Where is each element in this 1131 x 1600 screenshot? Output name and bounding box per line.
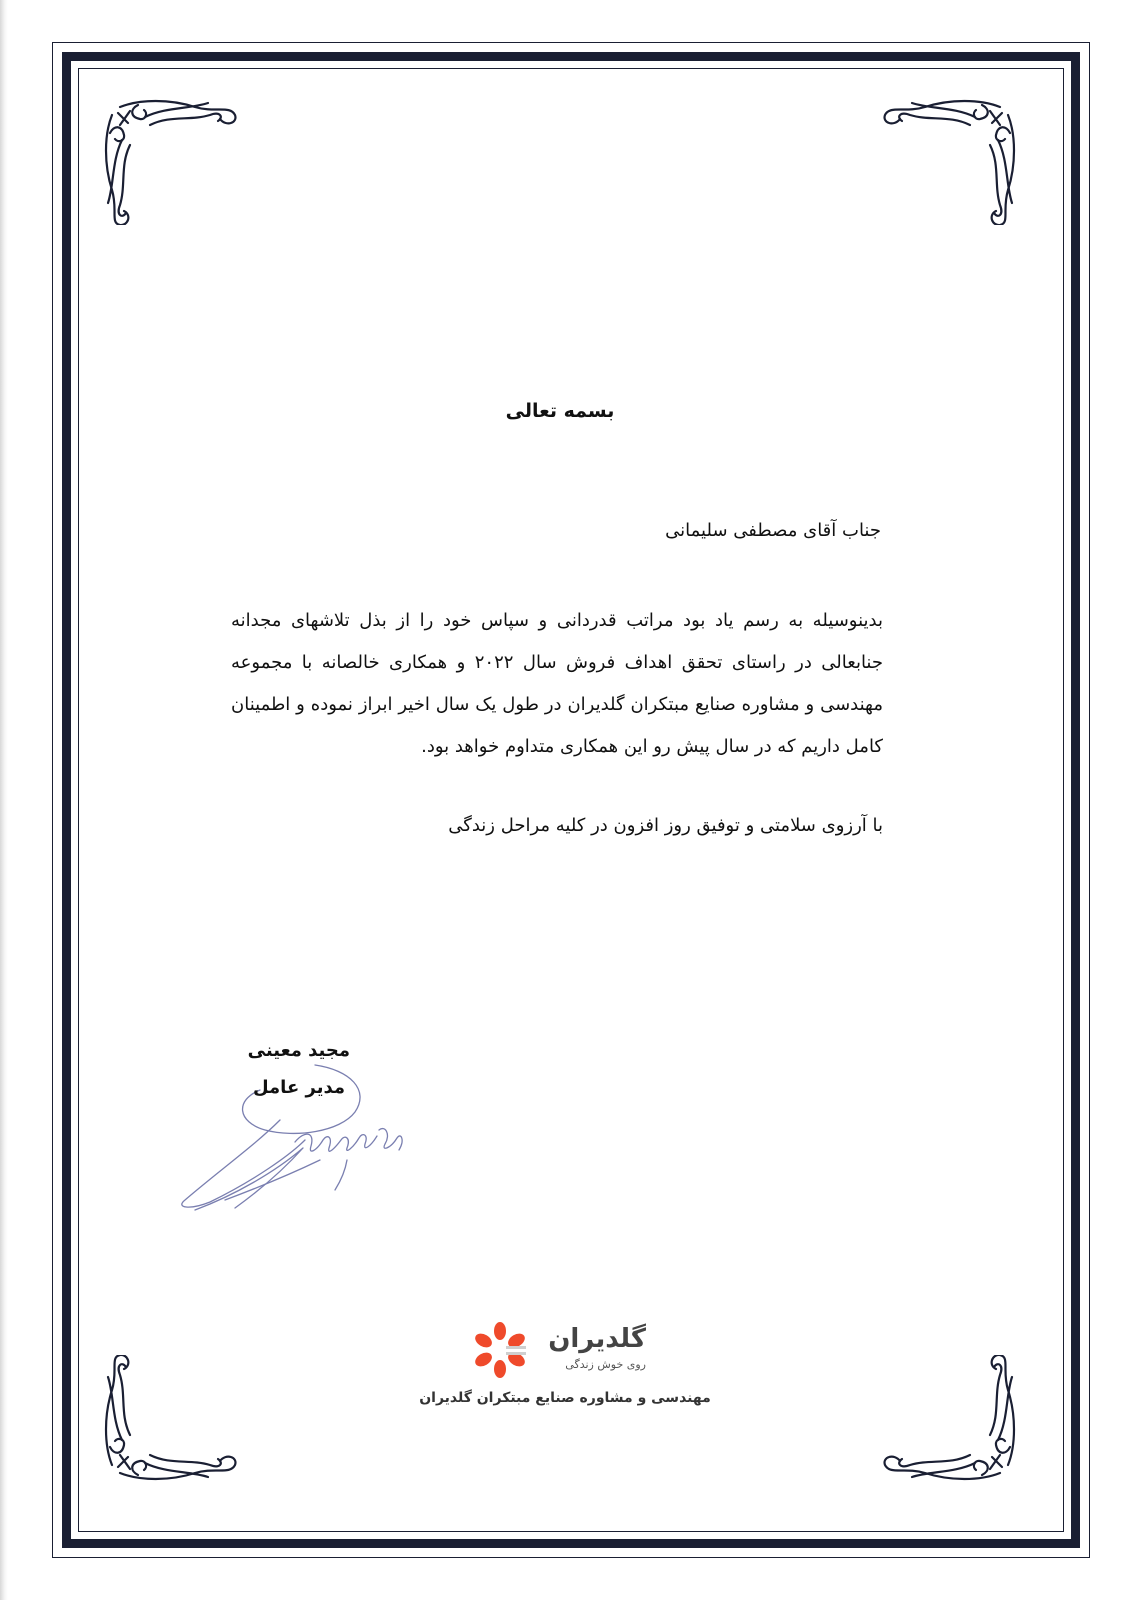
corner-ornament-icon xyxy=(100,95,240,225)
corner-ornament-icon xyxy=(880,1355,1020,1485)
logo-wordmark: گلدیران xyxy=(548,1324,646,1354)
corner-ornament-icon xyxy=(880,95,1020,225)
corner-ornament-icon xyxy=(100,1355,240,1485)
frame-inner-border xyxy=(78,68,1064,1532)
flower-logo-icon xyxy=(470,1320,530,1380)
company-name: مهندسی و مشاوره صنایع مبتکران گلدیران xyxy=(419,1390,711,1406)
company-logo xyxy=(470,1320,650,1380)
logo-tagline: روی خوش زندگی xyxy=(565,1358,646,1371)
invocation-heading: بسمه تعالی xyxy=(505,400,615,422)
signer-title: مدیر عامل xyxy=(252,1077,345,1098)
letter-body: بدینوسیله به رسم یاد بود مراتب قدردانی و سپاس خود را از بذل تلاشهای مجدانه جنابعالی در راستای تحقق اهداف فروش سال ۲۰۲۲ و همکاری خالصانه با مجموعه مهندسی و مشاوره صنایع مبتکران گلدیران در طول یک سال اخیر ابراز نموده و اطمینان کامل داریم که در سال پیش رو این همکاری متداوم خواهد بود. xyxy=(231,610,883,757)
signer-name: مجید معینی xyxy=(247,1040,350,1061)
closing-line: با آرزوی سلامتی و توفیق روز افزون در کلیه مراحل زندگی xyxy=(448,815,883,836)
recipient-line: جناب آقای مصطفی سلیمانی xyxy=(665,520,881,541)
scan-edge xyxy=(0,0,8,1600)
